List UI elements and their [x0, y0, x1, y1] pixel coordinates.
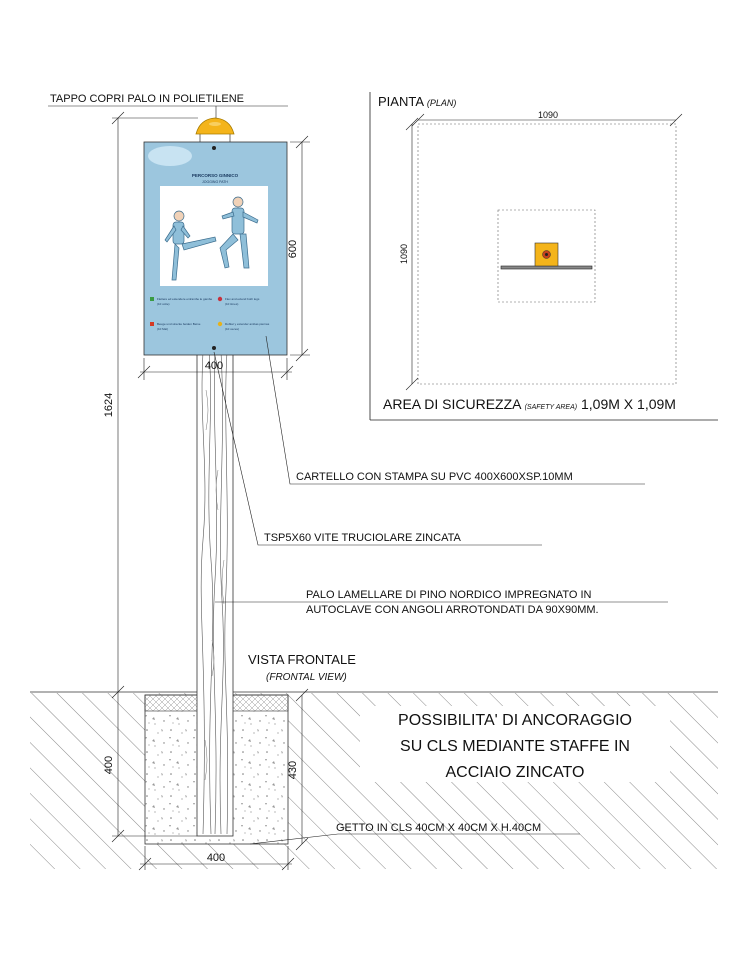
svg-text:Beuge und strecke beiden Beine: Beuge und strecke beiden Beine — [157, 322, 201, 326]
dim-buried-depth: 400 — [103, 755, 115, 775]
wood-post — [197, 350, 233, 836]
dim-sign-width: 400 — [204, 360, 224, 372]
anchor-label-line1: POSSIBILITA' DI ANCORAGGIO — [398, 712, 632, 729]
dim-plan-depth: 1090 — [399, 243, 409, 265]
svg-text:(10 Mal): (10 Mal) — [157, 327, 169, 331]
post-label-line1: PALO LAMELLARE DI PINO NORDICO IMPREGNATO IN — [306, 589, 592, 601]
frontal-view-subtitle: (FRONTAL VIEW) — [266, 672, 347, 683]
post-label-line2: AUTOCLAVE CON ANGOLI ARROTONDATI DA 90X90MM. — [306, 604, 599, 616]
svg-text:(10 veces): (10 veces) — [225, 327, 240, 331]
concrete-label: GETTO IN CLS 40CM X 40CM X H.40CM — [336, 822, 542, 834]
svg-text:Doblar y extender ambas pierna: Doblar y extender ambas piernas — [225, 322, 270, 326]
svg-text:Flex and extend both legs: Flex and extend both legs — [225, 297, 260, 301]
cap-label: TAPPO COPRI PALO IN POLIETILENE — [50, 93, 244, 105]
dim-footing-depth: 430 — [287, 760, 299, 780]
sign-panel — [144, 142, 287, 355]
dim-footing-width: 400 — [206, 852, 226, 864]
sign-title: PERCORSO GINNICO — [191, 173, 239, 178]
sign-label: CARTELLO CON STAMPA SU PVC 400X600XSP.10MM — [296, 471, 573, 483]
plan-view — [370, 92, 718, 420]
screw-label: TSP5X60 VITE TRUCIOLARE ZINCATA — [264, 532, 461, 544]
plan-title: PIANTA (PLAN) — [378, 94, 457, 109]
anchor-label-line2: SU CLS MEDIANTE STAFFE IN — [400, 738, 630, 755]
anchor-label-line3: ACCIAIO ZINCATO — [445, 764, 585, 781]
dim-plan-width: 1090 — [537, 110, 559, 120]
sign-subtitle: JOGGING PATH — [202, 180, 228, 184]
svg-text:Flettere ed estendere entrambe: Flettere ed estendere entrambe le gambe — [157, 297, 213, 301]
dim-sign-height: 600 — [287, 239, 299, 259]
frontal-view-title: VISTA FRONTALE — [248, 652, 356, 667]
svg-text:(10 volte): (10 volte) — [157, 302, 170, 306]
dim-total-height: 1624 — [103, 392, 115, 418]
safety-area-label: AREA DI SICUREZZA (SAFETY AREA) 1,09M X 1,09M — [383, 396, 676, 412]
post-cap — [196, 118, 234, 143]
svg-text:(10 times): (10 times) — [225, 302, 239, 306]
